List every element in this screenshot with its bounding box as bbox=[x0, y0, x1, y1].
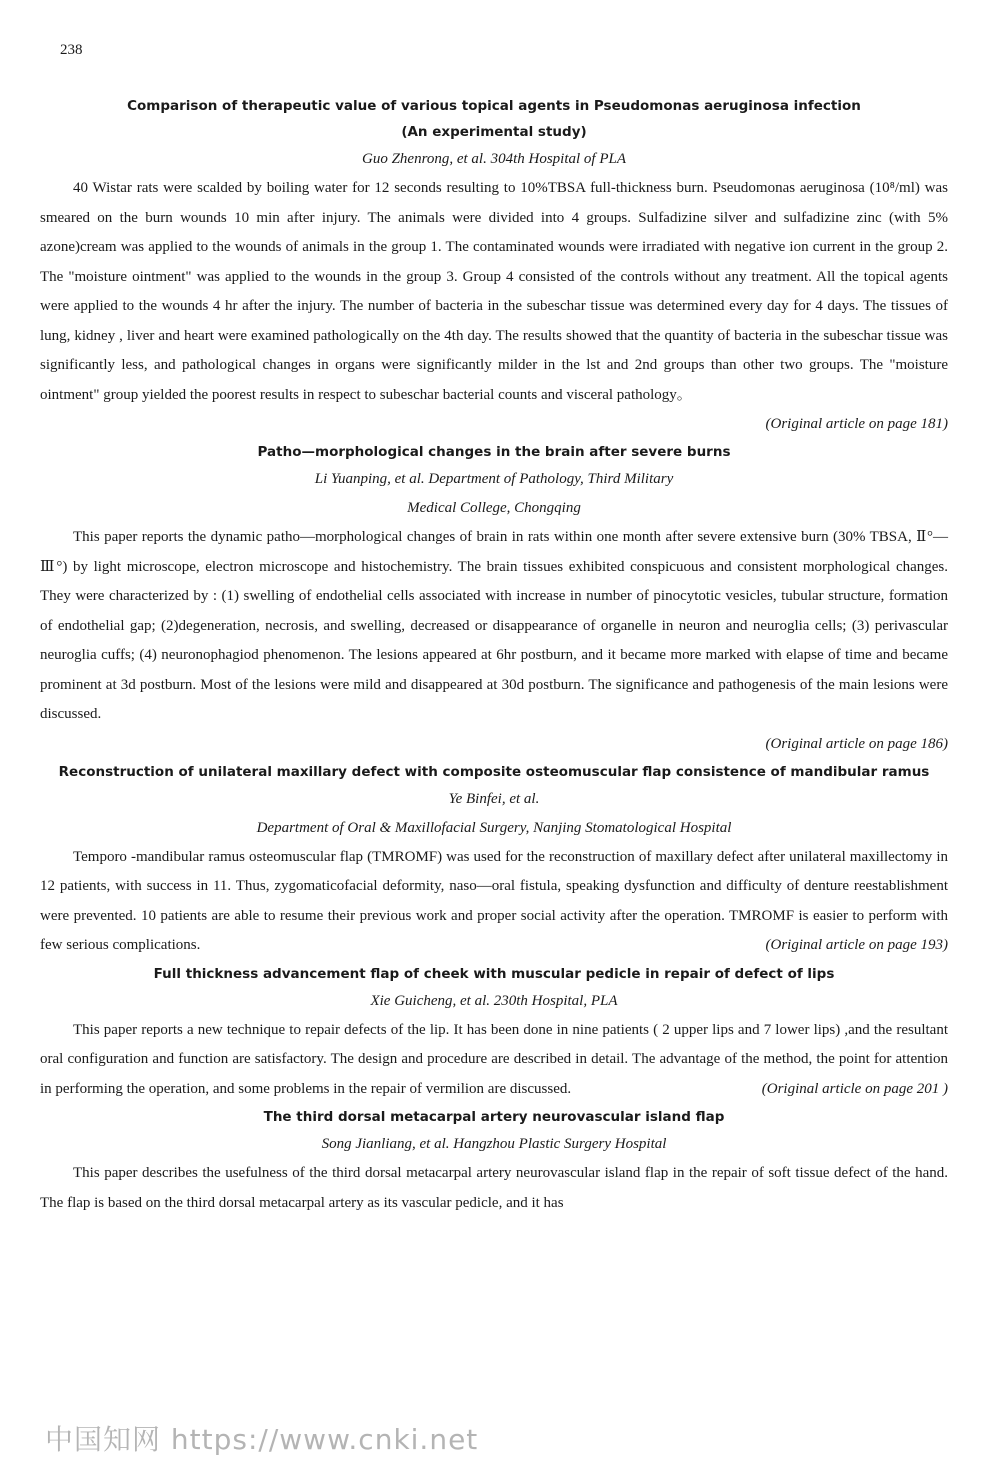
abstract-5-title: The third dorsal metacarpal artery neurovascular island flap bbox=[263, 1109, 725, 1125]
abstract-1-subtitle: (An experimental study) bbox=[401, 124, 587, 140]
abstract-3-title: Reconstruction of unilateral maxillary defect with composite osteomuscular flap consistence of mandibular ramus bbox=[58, 763, 930, 780]
abstract-2-title: Patho—morphological changes in the brain after severe burns bbox=[257, 444, 731, 460]
abstract-4-body bbox=[40, 1016, 948, 1105]
abstract-2-byline-2: Medical College, Chongqing bbox=[407, 500, 581, 516]
abstract-1-byline: Guo Zhenrong, et al. 304th Hospital of PLA bbox=[361, 151, 627, 167]
abstract-4-title: Full thickness advancement flap of cheek with muscular pedicle in repair of defect of lips bbox=[153, 965, 835, 982]
cnki-watermark: 中国知网 https://www.cnki.net bbox=[45, 1423, 479, 1456]
abstract-2-byline: Li Yuanping, et al. Department of Pathology, Third Military bbox=[314, 471, 674, 487]
abstract-4-byline: Xie Guicheng, et al. 230th Hospital, PLA bbox=[370, 992, 618, 1009]
abstract-3-reference: (Original article on page 193) bbox=[765, 937, 948, 953]
abstract-2-reference: (Original article on page 186) bbox=[765, 735, 948, 752]
page-number: 238 bbox=[60, 42, 83, 58]
abstract-2 bbox=[40, 439, 948, 759]
abstract-3-affiliation: Department of Oral & Maxillofacial Surgery, Nanjing Stomatological Hospital bbox=[256, 819, 732, 836]
abstract-3 bbox=[40, 759, 948, 961]
abstract-5-byline: Song Jianliang, et al. Hangzhou Plastic Surgery Hospital bbox=[321, 1136, 667, 1152]
abstract-5 bbox=[40, 1104, 948, 1218]
abstract-2-body: This paper reports the dynamic patho—morphological changes of brain in rats within one month after severe extensive burn (30% TBSA, Ⅱ°—Ⅲ°) by light microscope, electron microscope and histochemistry. The brain tissues exhibited conspicuous and consistent morphological changes. They were characterized by : (1) swelling of endothelial cells associated with increase in number of pinocytotic vesicles, tubular structure, formation of endothelial gap; (2)degeneration, necrosis, and swelling, decreased or disappearance of organelle in neuron and neuroglia cells; (3) perivascular neuroglia cuffs; (4) neuronophagiod phenomenon. The lesions appeared at 6hr postburn, and it became more marked with elapse of time and became prominent at 3d postburn. Most of the lesions were mild and disappeared at 30d postburn. The significance and pathogenesis of the main lesions were discussed. bbox=[40, 529, 948, 722]
abstract-3-body bbox=[40, 843, 948, 961]
abstract-4-reference: (Original article on page 201 ) bbox=[761, 1080, 948, 1097]
abstracts-column bbox=[40, 93, 948, 1218]
abstract-1-reference: (Original article on page 181) bbox=[765, 416, 948, 432]
abstract-3-body-text: Temporo -mandibular ramus osteomuscular flap (TMROMF) was used for the reconstruction of maxillary defect after unilateral maxillectomy in 12 patients, with success in 11. Thus, zygomaticofacial deformity, naso—oral fistula, speaking dysfunction and difficulty of denture reestablishment were prevented. 10 patients are able to resume their previous work and proper social activity after the operation. TMROMF is easier to perform with few serious complications. bbox=[40, 848, 948, 953]
abstract-4-body-text: This paper reports a new technique to repair defects of the lip. It has been done in nine patients ( 2 upper lips and 7 lower lips) ,and the resultant oral configuration and function are satisfactory. The design and procedure are described in detail. The advantage of the method, the point for attention in performing the operation, and some problems in the repair of vermilion are discussed. bbox=[40, 1021, 948, 1097]
abstract-1 bbox=[40, 93, 948, 439]
abstract-1-title: Comparison of therapeutic value of various topical agents in Pseudomonas aeruginosa infection bbox=[127, 98, 861, 114]
abstract-5-body: This paper describes the usefulness of the third dorsal metacarpal artery neurovascular island flap in the repair of soft tissue defect of the hand. The flap is based on the third dorsal metacarpal artery as its vascular pedicle, and it has bbox=[40, 1165, 948, 1211]
abstract-3-byline: Ye Binfei, et al. bbox=[448, 790, 540, 807]
abstract-4 bbox=[40, 961, 948, 1105]
abstract-1-body: 40 Wistar rats were scalded by boiling water for 12 seconds resulting to 10%TBSA full-thickness burn. Pseudomonas aeruginosa (10⁸/ml) was smeared on the burn wounds 10 min after injury. The animals were divided into 4 groups. Sulfadizine silver and sulfadizine zinc (with 5% azone)cream was applied to the wounds of animals in the group 1. The contaminated wounds were irradiated with negative ion current in the group 2. The "moisture ointment" was applied to the wounds in the group 3. Group 4 consisted of the controls without any treatment. All the topical agents were applied to the wounds 4 hr after the injury. The number of bacteria in the subeschar tissue was determined every day for 4 days. The tissues of lung, kidney , liver and heart were examined pathologically on the 4th day. The results showed that the quantity of bacteria in the subeschar tissue was significantly less, and pathological changes in organs were significantly milder in the lst and 2nd groups than other two groups. The "moisture ointment" group yielded the poorest results in respect to subeschar bacterial counts and visceral pathology。 bbox=[40, 180, 948, 403]
